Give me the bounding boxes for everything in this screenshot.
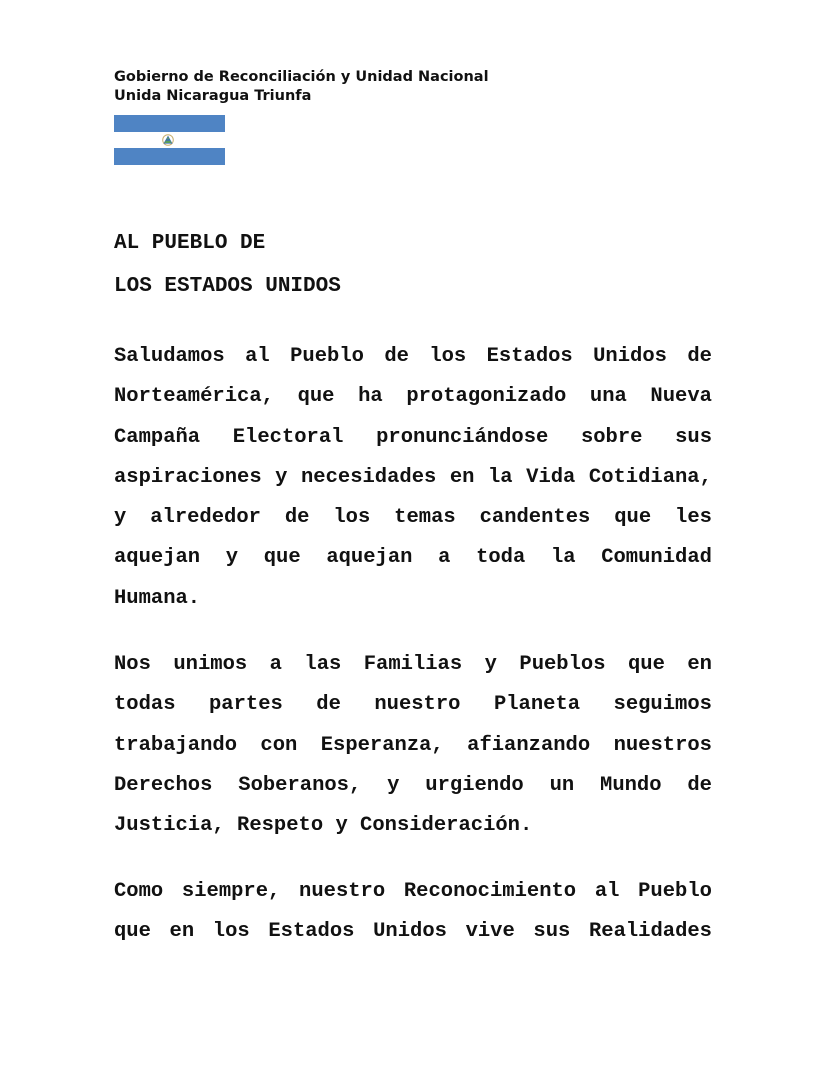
- word: Nueva: [650, 385, 712, 409]
- flag-stripe-top: [114, 115, 225, 132]
- word: que: [297, 385, 335, 409]
- flag-stripe-bottom: [114, 148, 225, 165]
- word: urgiendo: [425, 773, 524, 797]
- word: protagonizado: [406, 385, 567, 409]
- word: vive: [465, 920, 515, 944]
- word: Norteamérica,: [114, 385, 274, 409]
- word: afianzando: [467, 733, 591, 757]
- word: la: [488, 465, 513, 489]
- word: Como: [114, 880, 164, 903]
- word: todas: [114, 693, 176, 717]
- document-title: [114, 222, 341, 308]
- nicaragua-flag-icon: [114, 115, 225, 165]
- word: nuestros: [613, 733, 712, 757]
- word: en: [687, 653, 712, 676]
- word: alrededor: [150, 506, 261, 530]
- word: Cotidiana,: [588, 465, 712, 489]
- word: que: [263, 546, 301, 570]
- word: un: [549, 773, 575, 797]
- word: siempre,: [181, 880, 281, 903]
- paragraph-line: [114, 766, 712, 806]
- word: los: [429, 345, 467, 368]
- word: Familias: [363, 653, 463, 676]
- word: con: [260, 733, 298, 757]
- paragraph-line: [114, 806, 712, 846]
- word: sus: [533, 920, 571, 944]
- word: Derechos: [114, 773, 213, 797]
- word: unimos: [173, 653, 248, 676]
- word: candentes: [479, 506, 591, 530]
- word: seguimos: [613, 693, 712, 717]
- paragraph-1: [114, 337, 712, 619]
- word: trabajando: [114, 733, 238, 757]
- word: Unidos: [373, 920, 447, 944]
- word: y: [275, 465, 288, 489]
- word: de: [687, 345, 712, 368]
- word: de: [384, 345, 409, 368]
- paragraph-line: [114, 872, 712, 912]
- word: Campaña: [114, 425, 201, 449]
- word: las: [304, 653, 342, 676]
- word: aquejan: [114, 546, 201, 570]
- paragraph-line: [114, 458, 712, 498]
- paragraph-line: [114, 538, 712, 578]
- letterhead-line-2: Unida Nicaragua Triunfa: [114, 88, 312, 104]
- word: Esperanza,: [320, 733, 444, 757]
- word: nuestro: [299, 880, 386, 903]
- paragraph-line: [114, 418, 712, 458]
- paragraph-line: [114, 645, 712, 685]
- title-line-1: AL PUEBLO DE: [114, 232, 266, 255]
- letterhead: [114, 68, 489, 106]
- word: necesidades: [301, 465, 437, 489]
- paragraph-3: [114, 872, 712, 953]
- word: sobre: [580, 425, 643, 449]
- word: Reconocimiento: [403, 880, 577, 903]
- paragraph-line: [114, 498, 712, 538]
- word: temas: [394, 506, 456, 530]
- paragraph-line: [114, 337, 712, 377]
- paragraph-2: [114, 645, 712, 846]
- word: Soberanos,: [238, 773, 362, 797]
- word: al: [245, 345, 270, 368]
- word: toda: [476, 546, 526, 570]
- word: Planeta: [493, 693, 581, 717]
- word: en: [449, 465, 475, 489]
- word: y: [387, 773, 400, 797]
- word: de: [687, 773, 712, 797]
- word: Realidades: [588, 920, 712, 944]
- word: Estados: [486, 345, 573, 368]
- word: Humana.: [114, 586, 201, 610]
- word: pronunciándose: [376, 425, 549, 449]
- word: en: [169, 920, 195, 944]
- word: una: [589, 385, 627, 409]
- paragraph-line: [114, 726, 712, 766]
- word: Vida: [526, 465, 576, 489]
- word: les: [675, 506, 712, 530]
- paragraph-line: [114, 685, 712, 725]
- word: de: [284, 506, 310, 530]
- word: aquejan: [326, 546, 413, 570]
- word: Estados: [268, 920, 355, 944]
- word: y: [484, 653, 497, 676]
- word: Saludamos: [114, 345, 225, 368]
- word: Pueblo: [638, 880, 712, 903]
- word: que: [627, 653, 665, 676]
- word: Electoral: [232, 425, 344, 449]
- word: de: [316, 693, 341, 717]
- word: y: [225, 546, 239, 570]
- word: Nos: [114, 653, 151, 676]
- title-line-2: LOS ESTADOS UNIDOS: [114, 275, 341, 298]
- word: Consideración.: [360, 814, 533, 838]
- word: Pueblo: [290, 345, 364, 368]
- word: que: [614, 506, 652, 530]
- word: Mundo: [600, 773, 662, 797]
- word: ha: [358, 385, 383, 409]
- coat-of-arms-icon: [161, 134, 175, 146]
- paragraph-line: [114, 579, 712, 619]
- word: los: [212, 920, 250, 944]
- letterhead-line-1: Gobierno de Reconciliación y Unidad Nacional: [114, 69, 489, 85]
- word: y: [114, 506, 127, 530]
- word: los: [333, 506, 371, 530]
- word: partes: [208, 693, 283, 717]
- word: a: [438, 546, 451, 570]
- flag-stripe-middle: [114, 132, 225, 149]
- word: la: [550, 546, 576, 570]
- word: al: [594, 880, 620, 903]
- paragraph-line: [114, 912, 712, 952]
- word: y: [335, 814, 348, 838]
- word: aspiraciones: [114, 465, 262, 489]
- word: Respeto: [237, 814, 324, 838]
- word: Comunidad: [601, 546, 712, 570]
- word: a: [269, 653, 282, 676]
- word: sus: [675, 425, 712, 449]
- word: Unidos: [593, 345, 667, 368]
- word: Justicia,: [114, 814, 225, 838]
- word: Pueblos: [519, 653, 606, 676]
- word: nuestro: [374, 693, 461, 717]
- paragraph-line: [114, 377, 712, 417]
- word: que: [114, 920, 151, 944]
